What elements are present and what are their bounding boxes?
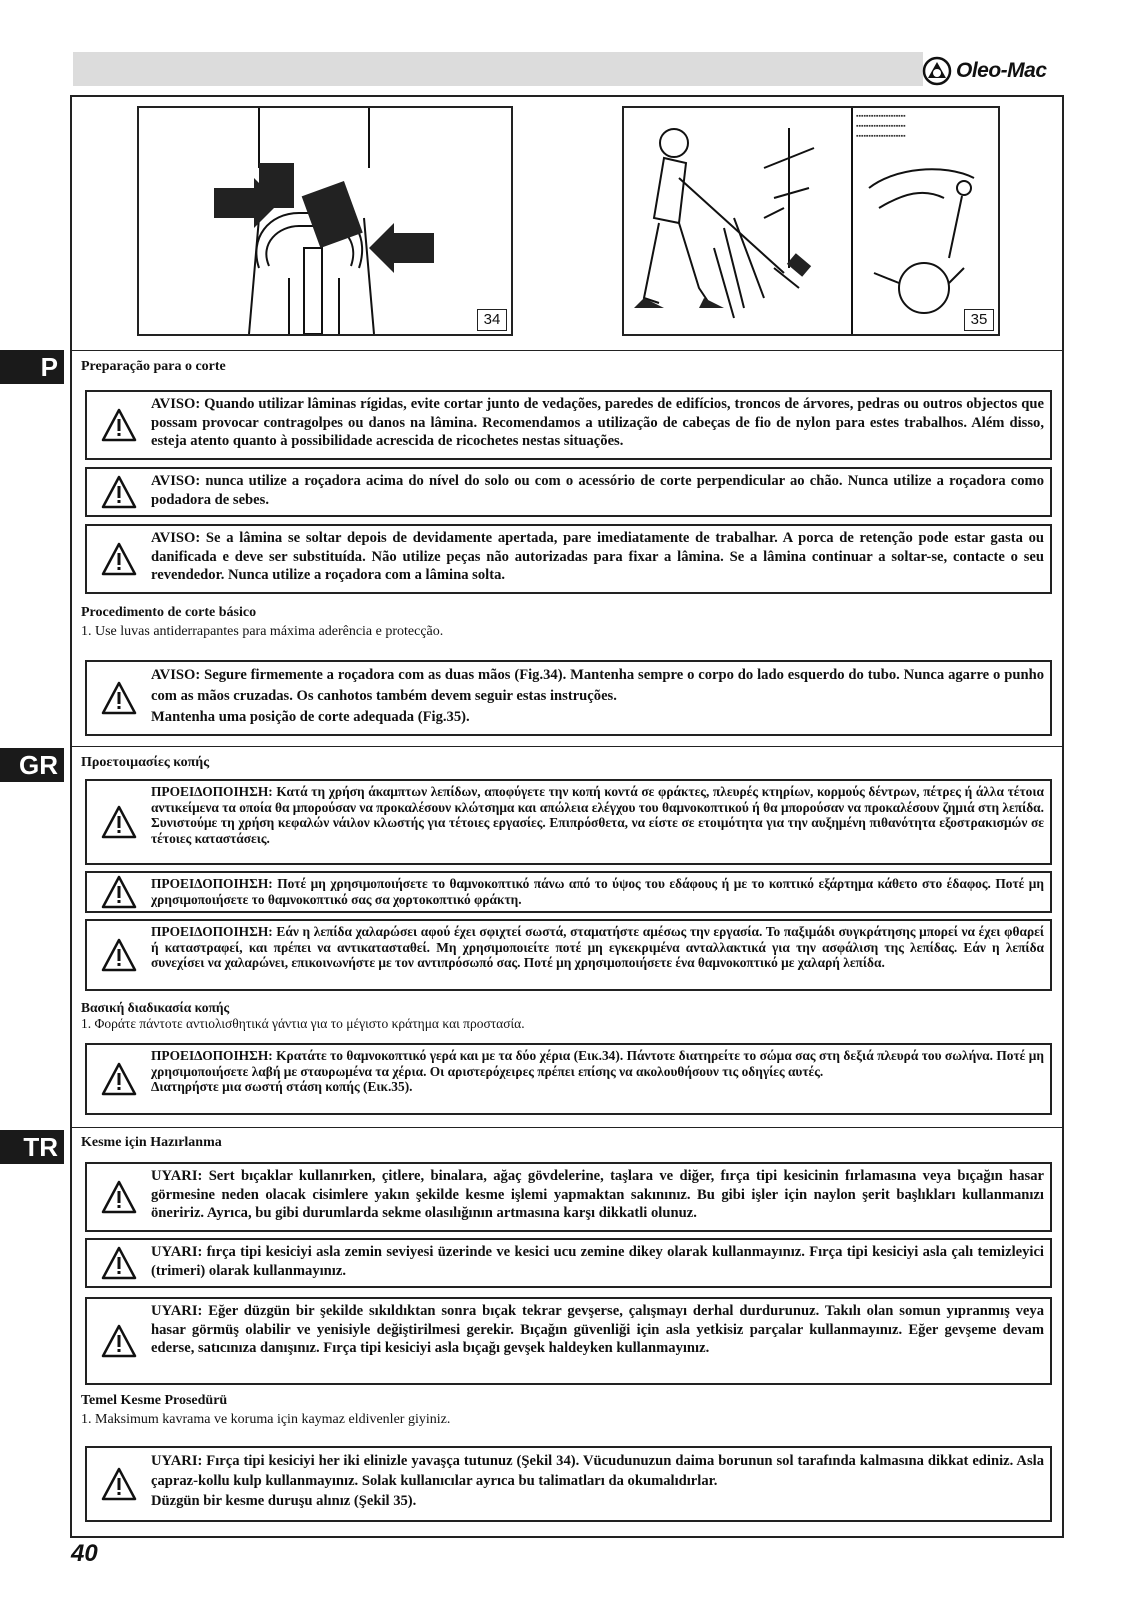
warning-text: ΠΡΟΕΙΔΟΠΟΙΗΣΗ: Ποτέ μη χρησιμοποιήσετε το θαμνοκοπτικό πάνω από το ύψος του εδάφους ή με το κοπτικό εξάρτημα κάθετο στο έδαφος. Ποτέ μη χρησιμοποιήσετε το θαμνοκοπτικό σας σα χορτοκοπτικό φράκτη. bbox=[151, 876, 1044, 907]
warning-text: UYARI: fırça tipi kesiciyi asla zemin seviyesi üzerinde ve kesici ucu zemine dikey olarak kullanmayınız. Fırça tipi kesiciyi asla çalı temizleyici (trimeri) olarak kullanmayınız. bbox=[151, 1244, 1044, 1279]
warning-triangle-icon bbox=[87, 921, 151, 989]
header-bar bbox=[73, 52, 923, 86]
cutting-position-illustration bbox=[624, 108, 998, 334]
warning-box bbox=[85, 1297, 1052, 1385]
warning-text-extra: Mantenha uma posição de corte adequada (Fig.35). bbox=[151, 709, 470, 725]
warning-triangle-icon bbox=[87, 1299, 151, 1383]
warning-triangle-icon bbox=[87, 526, 151, 592]
brand-logo bbox=[922, 54, 1062, 88]
figure-34 bbox=[137, 106, 513, 336]
warning-text: AVISO: Quando utilizar lâminas rígidas, evite cortar junto de vedações, paredes de edifícios, troncos de árvores, pedras ou outros objectos que possam provocar contragolpes ou danos na lâmina. Recomendamos a utilização de cabeças de fio de nylon para estes trabalhos. Além disso, esteja atento quanto à possibilidade acrescida de ricochetes nestas situações. bbox=[151, 396, 1044, 449]
warning-text: ΠΡΟΕΙΔΟΠΟΙΗΣΗ: Κατά τη χρήση άκαμπτων λεπίδων, αποφύγετε την κοπή κοντά σε φράκτες, πλευρές κτηρίων, κορμούς δέντρων, πέτρες ή άλλα τέτοια αντικείμενα τα οποία θα μπορούσαν να προκαλέσουν κλώτσημα και απώλεια ελέγχου του θαμνοκοπτικού ή θα μπορούσαν να προκαλέσουν ζημιά στη λεπίδα. Συνιστούμε τη χρήση κεφαλών νάιλον κλωστής για τέτοιες εργασίες. Επιπρόσθετα, να είστε σε ετοιμότητα για την αυξημένη πιθανότητα εξοστρακισμών σε τέτοιες καταστάσεις. bbox=[151, 784, 1044, 846]
brand-name: Oleo-Mac bbox=[956, 59, 1047, 82]
warning-text: UYARI: Sert bıçaklar kullanırken, çitlere, binalara, ağaç gövdelerine, taşlara ve diğer, fırça tipi kesicinin fırlamasına veya bıçağın hasar görmesine neden olacak cisimlere yakın şekilde kesme işlemi yapmaktan sakınınız. Bu gibi işler için naylon şerit başlıkları kullanmanızı öneririz. Ayrıca, bu gibi durumlarda sekme olasılığının artmasına karşı dikkatli olunuz. bbox=[151, 1168, 1044, 1221]
warning-triangle-icon bbox=[87, 1045, 151, 1113]
two-hands-grip-illustration bbox=[139, 108, 511, 334]
warning-text bbox=[151, 1045, 1050, 1098]
section-heading: Προετοιμασίες κοπής bbox=[81, 755, 210, 770]
warning-text: UYARI: Eğer düzgün bir şekilde sıkıldıktan sonra bıçak tekrar gevşerse, çalışmayı derhal durdurunuz. Takılı olan somun yıpranmış veya hasar görmüş olabilir ve yenisiyle değiştirilmesi gerekir. Bıçağın güvenliği için asla yetkisiz parçalar kullanmayınız. Eğer gevşeme devam ederse, satıcınıza danışınız. Fırça tipi kesiciyi asla bıçağı gevşek haldeyken kullanmayınız. bbox=[151, 1303, 1044, 1356]
warning-box bbox=[85, 871, 1052, 913]
list-item: 1. Φοράτε πάντοτε αντιολισθητικά γάντια για το μέγιστο κράτημα και προστασία. bbox=[81, 1016, 525, 1031]
warning-text-extra: Düzgün bir kesme duruşu alınız (Şekil 35). bbox=[151, 1493, 417, 1509]
warning-box bbox=[85, 1238, 1052, 1288]
page-number: 40 bbox=[71, 1540, 98, 1567]
warning-text-extra: Διατηρήστε μια σωστή στάση κοπής (Εικ.35). bbox=[151, 1079, 413, 1094]
warning-box bbox=[85, 390, 1052, 460]
warning-text bbox=[151, 662, 1050, 731]
section-heading: Βασική διαδικασία κοπής bbox=[81, 1000, 230, 1015]
figure-number: 35 bbox=[964, 309, 994, 331]
section-separator bbox=[70, 746, 1064, 747]
warning-text: AVISO: Se a lâmina se soltar depois de devidamente apertada, pare imediatamente de trabalhar. A porca de retenção pode estar gasta ou danificada e deve ser substituída. Não utilize peças não autorizadas para fixar a lâmina. Se a lâmina continuar a soltar-se, contacte o seu revendedor. Nunca utilize a roçadora com a lâmina solta. bbox=[151, 530, 1044, 583]
figure-number: 34 bbox=[477, 309, 507, 331]
warning-text-main: ΠΡΟΕΙΔΟΠΟΙΗΣΗ: Κρατάτε το θαμνοκοπτικό γερά και με τα δύο χέρια (Εικ.34). Πάντοτε διατηρείτε το σώμα σας στη δεξιά πλευρά του σωλήνα. Ποτέ μη χρησιμοποιήσετε λαβή με σταυρωμένα τα χέρια. Οι αριστερόχειρες πρέπει επίσης να ακολουθήσουν τις οδηγίες αυτές. bbox=[151, 1048, 1044, 1079]
language-tab-tr: TR bbox=[0, 1130, 64, 1164]
language-tab-gr: GR bbox=[0, 748, 64, 782]
warning-triangle-icon bbox=[87, 662, 151, 734]
warning-triangle-icon bbox=[87, 1240, 151, 1286]
warning-box bbox=[85, 779, 1052, 865]
warning-text: AVISO: nunca utilize a roçadora acima do nível do solo ou com o acessório de corte perpendicular ao chão. Nunca utilize a roçadora como podadora de sebes. bbox=[151, 473, 1044, 508]
section-separator bbox=[70, 1127, 1064, 1128]
warning-box bbox=[85, 660, 1052, 736]
warning-box bbox=[85, 1043, 1052, 1115]
warning-triangle-icon bbox=[87, 1448, 151, 1520]
warning-triangle-icon bbox=[87, 469, 151, 515]
warning-text-main: UYARI: Fırça tipi kesiciyi her iki elinizle yavaşça tutunuz (Şekil 34). Vücudunuzun daima borunun sol tarafında kalmasına dikkat ediniz. Asla çapraz-kollu kulp kullanmayınız. Solak kullanıcılar ayrıca bu talimatları da okumalıdırlar. bbox=[151, 1453, 1044, 1489]
warning-box bbox=[85, 524, 1052, 594]
warning-box bbox=[85, 1446, 1052, 1522]
brand-emblem-icon bbox=[922, 56, 952, 86]
warning-triangle-icon bbox=[87, 392, 151, 458]
section-heading: Procedimento de corte básico bbox=[81, 605, 257, 620]
warning-box bbox=[85, 919, 1052, 991]
figure-35 bbox=[622, 106, 1000, 336]
warning-text bbox=[151, 1448, 1050, 1514]
section-separator bbox=[70, 350, 1064, 351]
warning-triangle-icon bbox=[87, 1164, 151, 1230]
svg-text:▪▪▪▪▪▪▪▪▪▪▪▪▪▪▪▪▪▪▪▪: ▪▪▪▪▪▪▪▪▪▪▪▪▪▪▪▪▪▪▪▪ bbox=[856, 123, 906, 130]
section-heading: Kesme için Hazırlanma bbox=[81, 1135, 222, 1150]
warning-box bbox=[85, 467, 1052, 517]
svg-text:▪▪▪▪▪▪▪▪▪▪▪▪▪▪▪▪▪▪▪▪: ▪▪▪▪▪▪▪▪▪▪▪▪▪▪▪▪▪▪▪▪ bbox=[856, 133, 906, 140]
warning-text-main: AVISO: Segure firmemente a roçadora com as duas mãos (Fig.34). Mantenha sempre o corpo do lado esquerdo do tubo. Nunca agarre o punho com as mãos cruzadas. Os canhotos também devem seguir estas instruções. bbox=[151, 667, 1044, 704]
section-heading: Temel Kesme Prosedürü bbox=[81, 1393, 228, 1408]
list-item: 1. Maksimum kavrama ve koruma için kaymaz eldivenler giyiniz. bbox=[81, 1412, 451, 1427]
svg-text:▪▪▪▪▪▪▪▪▪▪▪▪▪▪▪▪▪▪▪▪: ▪▪▪▪▪▪▪▪▪▪▪▪▪▪▪▪▪▪▪▪ bbox=[856, 113, 906, 120]
language-tab-p: P bbox=[0, 350, 64, 384]
warning-triangle-icon bbox=[87, 781, 151, 863]
warning-triangle-icon bbox=[87, 873, 151, 911]
warning-box bbox=[85, 1162, 1052, 1232]
section-heading: Preparação para o corte bbox=[81, 359, 226, 374]
list-item: 1. Use luvas antiderrapantes para máxima aderência e protecção. bbox=[81, 624, 444, 639]
warning-text: ΠΡΟΕΙΔΟΠΟΙΗΣΗ: Εάν η λεπίδα χαλαρώσει αφού έχει σφιχτεί σωστά, σταματήστε αμέσως την εργασία. Το παξιμάδι συγκράτησης μπορεί να έχει φθαρεί ή καταστραφεί, και πρέπει να αντικατασταθεί. Μη χρησιμοποιείτε ποτέ μη εγκεκριμένα ανταλλακτικά για την ασφάλιση της λεπίδας. Εάν η λεπίδα συνεχίσει να χαλαρώνει, επικοινωνήστε με τον αντιπρόσωπό σας. Ποτέ μη χρησιμοποιήσετε ένα θαμνοκοπτικό με χαλαρή λεπίδα. bbox=[151, 924, 1044, 970]
